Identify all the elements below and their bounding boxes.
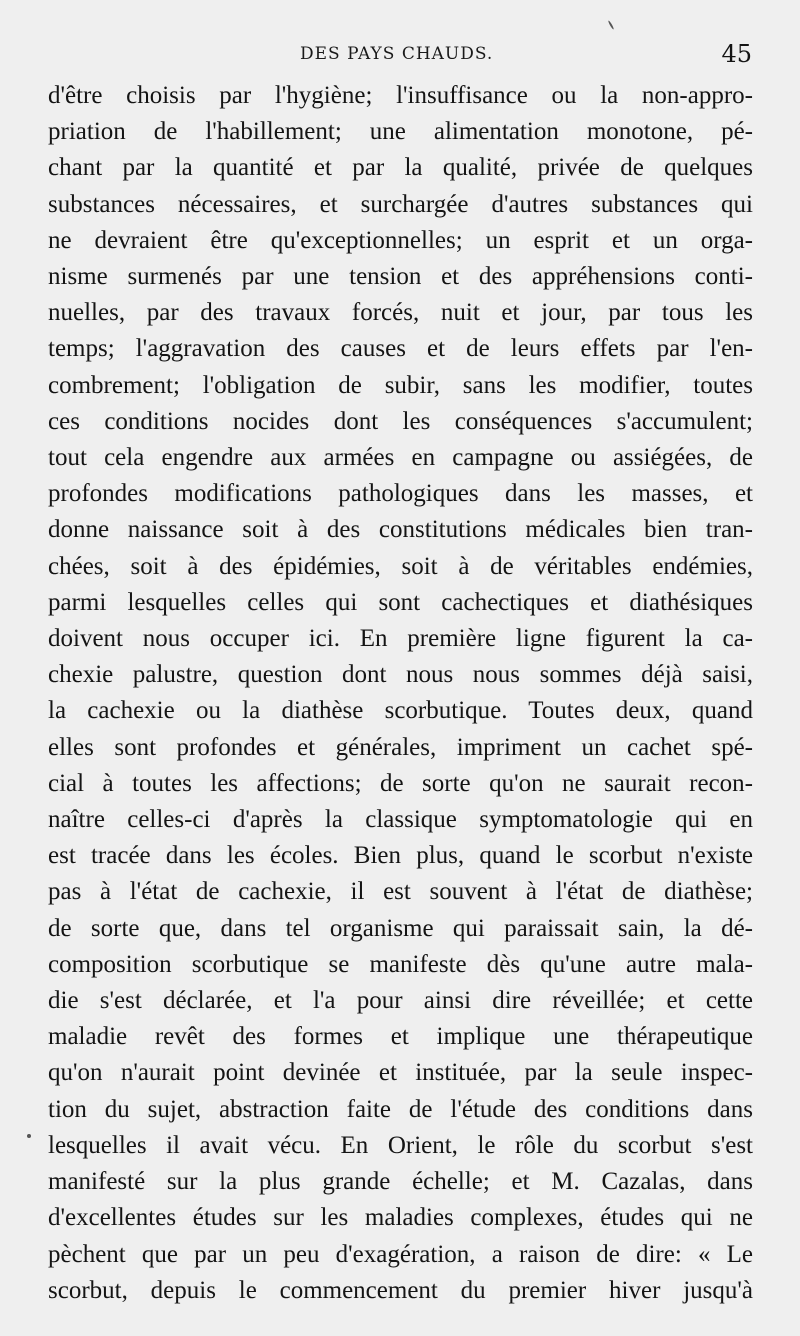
text-line: chées, soit à des épidémies, soit à de véritables endémies, [48,552,753,580]
running-title: DES PAYS CHAUDS. [300,44,494,64]
text-line: donne naissance soit à des constitutions médicales bien tran- [48,516,753,544]
text-line: die s'est déclarée, et l'a pour ainsi dire réveillée; et cette [48,987,753,1015]
text-line: pas à l'état de cachexie, il est souvent à l'état de diathèse; [48,878,753,906]
text-line: priation de l'habillement; une alimentation monotone, pé- [48,118,753,146]
print-speck [608,20,615,30]
text-line: cial à toutes les affections; de sorte qu'on ne saurait recon- [48,769,753,797]
text-line: qu'on n'aurait point devinée et instituée, par la seule inspec- [48,1059,753,1087]
text-line: d'excellentes études sur les maladies complexes, études qui ne [48,1204,753,1232]
text-line: maladie revêt des formes et implique une thérapeutique [48,1023,753,1051]
text-line: lesquelles il avait vécu. En Orient, le rôle du scorbut s'est [48,1131,753,1159]
text-line: est tracée dans les écoles. Bien plus, quand le scorbut n'existe [48,842,753,870]
text-line: parmi lesquelles celles qui sont cachectiques et diathésiques [48,588,753,616]
text-line: composition scorbutique se manifeste dès qu'une autre mala- [48,950,753,978]
text-line: tion du sujet, abstraction faite de l'étude des conditions dans [48,1095,753,1123]
text-line: ne devraient être qu'exceptionnelles; un esprit et un orga- [48,226,753,254]
text-line: de sorte que, dans tel organisme qui paraissait sain, la dé- [48,914,753,942]
text-line: pèchent que par un peu d'exagération, a raison de dire: « Le [48,1240,753,1268]
text-line: nuelles, par des travaux forcés, nuit et jour, par tous les [48,299,753,327]
text-line: manifesté sur la plus grande échelle; et M. Cazalas, dans [48,1168,753,1196]
text-line: chexie palustre, question dont nous nous sommes déjà saisi, [48,661,753,689]
text-line: nisme surmenés par une tension et des appréhensions conti- [48,263,753,291]
text-line: elles sont profondes et générales, impriment un cachet spé- [48,733,753,761]
text-line: profondes modifications pathologiques dans les masses, et [48,480,753,508]
text-line: d'être choisis par l'hygiène; l'insuffisance ou la non-appro- [48,82,753,109]
text-line: tout cela engendre aux armées en campagne ou assiégées, de [48,444,753,472]
print-speck [27,1134,31,1138]
text-line: temps; l'aggravation des causes et de leurs effets par l'en- [48,335,753,363]
text-line: substances nécessaires, et surchargée d'autres substances qui [48,190,753,218]
text-line: la cachexie ou la diathèse scorbutique. Toutes deux, quand [48,697,753,725]
text-line: naître celles-ci d'après la classique symptomatologie qui en [48,806,753,834]
body-text [48,78,753,1309]
text-line: scorbut, depuis le commencement du premier hiver jusqu'à [48,1276,753,1304]
text-line: ces conditions nocides dont les conséquences s'accumulent; [48,407,753,435]
page-header [0,40,800,74]
page-number: 45 [721,40,752,68]
text-line: chant par la quantité et par la qualité, privée de quelques [48,154,753,182]
text-line: combrement; l'obligation de subir, sans les modifier, toutes [48,371,753,399]
text-line: doivent nous occuper ici. En première ligne figurent la ca- [48,625,753,653]
